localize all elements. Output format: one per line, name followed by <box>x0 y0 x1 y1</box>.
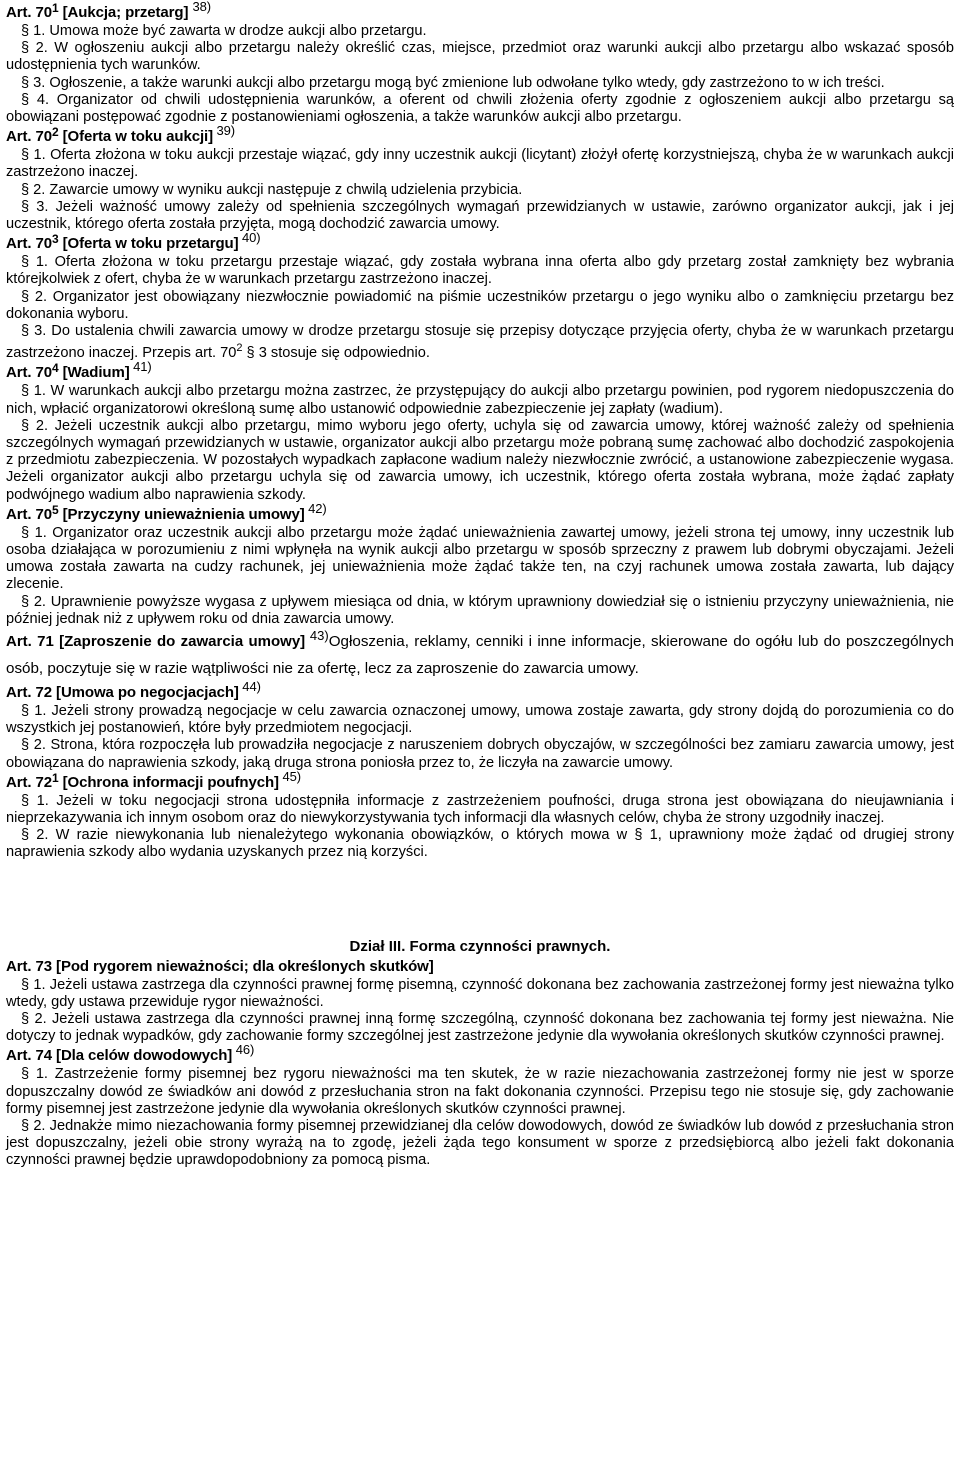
paragraph-text: § 3 stosuje się odpowiednio. <box>242 345 430 362</box>
footnote-ref[interactable]: 39) <box>212 123 235 139</box>
cross-reference-superscript: 2 <box>236 342 243 355</box>
article-heading-72-1 <box>6 768 954 792</box>
footnote-ref[interactable]: 41) <box>129 359 152 375</box>
paragraph: § 2. W razie niewykonania lub nienależytego wykonania obowiązków, o których mowa w § 1, uprawniony może żądać od drugiej strony naprawienia szkody albo wydania uzyskanych przez nią korzyści. <box>6 827 954 861</box>
paragraph: § 2. Jeżeli uczestnik aukcji albo przetargu, mimo wyboru jego oferty, uchyla się od zawarcia umowy, której ważność zależy od spełnienia szczególnych wymagań przewidzianych w ustawie, organizator aukcji albo przetargu może pobraną sumę zachować albo dochodzić zaspokojenia z przedmiotu zabezpieczenia. W pozostałych wypadkach zapłacone wadium należy niezwłocznie zwrócić, a ustanowione zabezpieczenie wygasa. Jeżeli organizator aukcji albo przetargu uchyla się od zawarcia umowy, ich uczestnik, którego oferta została wybrana, może żądać zapłaty podwójnego wadium albo naprawienia szkody. <box>6 417 954 503</box>
paragraph-text: § 3. Do ustalenia chwili zawarcia umowy w drodze przetargu stosuje się przepisy dotyczące przyjęcia oferty, chyba że w warunkach przetargu zastrzeżono inaczej. Przepis art. 70 <box>6 323 954 362</box>
paragraph: § 1. Oferta złożona w toku przetargu przestaje wiązać, gdy została wybrana inna oferta albo gdy przetarg został zamknięty bez wybrania którejkolwiek z ofert, chyba że w warunkach przetargu zastrzeżono inaczej. <box>6 254 954 288</box>
footnote-ref[interactable]: 38) <box>192 0 211 14</box>
article-title: Art. 71 [Zaproszenie do zawarcia umowy] <box>6 632 306 650</box>
article-heading-70-2 <box>6 123 954 146</box>
article-heading-70-3 <box>6 230 954 253</box>
paragraph: § 3. Jeżeli ważność umowy zależy od spełnienia szczególnych wymagań przewidzianych w ustawie, zarówno organizator aukcji, jak i jej uczestnik, którego oferta została przyjęta, mogą dochodzić zawarcia umowy. <box>6 198 954 233</box>
article-number: Art. 70 <box>6 4 52 21</box>
article-heading-70-4 <box>6 359 954 382</box>
paragraph: § 2. W ogłoszeniu aukcji albo przetargu należy określić czas, miejsce, przedmiot oraz warunki aukcji albo przetargu albo wskazać sposób udostępnienia tych warunków. <box>6 40 954 74</box>
paragraph: § 2. Uprawnienie powyższe wygasa z upływem miesiąca od dnia, w którym uprawniony dowiedział się o istnieniu przyczyny unieważnienia, nie później jednak niż z upływem roku od dnia zawarcia umowy. <box>6 593 954 627</box>
article-title: [Ochrona informacji poufnych] <box>58 773 279 791</box>
article-superscript: 4 <box>52 361 59 376</box>
paragraph: § 1. Zastrzeżenie formy pisemnej bez rygoru nieważności ma ten skutek, że w razie niezachowania zastrzeżonej formy nie jest w sporze dopuszczalny dowód ze świadków ani dowód z przesłuchania stron na fakt dokonania czynności. Przepisu tego nie stosuje się, gdy zachowanie formy pisemnej jest zastrzeżone jedynie dla wywołania określonych skutków czynności prawnej. <box>6 1066 954 1117</box>
article-superscript: 2 <box>52 125 59 140</box>
article-heading-72 <box>6 678 954 702</box>
article-superscript: 5 <box>52 502 59 517</box>
footnote-ref[interactable]: 46) <box>232 1042 255 1058</box>
footnote-ref[interactable]: 44) <box>238 678 261 694</box>
section-spacer <box>6 862 954 938</box>
paragraph: § 1. Jeżeli w toku negocjacji strona udostępniła informacje z zastrzeżeniem poufności, druga strona jest obowiązana do nieujawniania i nieprzekazywania ich innym osobom oraz do niewykorzystywania tych informacji dla własnych celów, chyba że strony uzgodniły inaczej. <box>6 792 954 826</box>
paragraph: § 2. Jednakże mimo niezachowania formy pisemnej przewidzianej dla celów dowodowych, dowód ze świadków lub dowód z przesłuchania stron jest dopuszczalny, jeżeli obie strony wyrażą na to zgodę, jeżeli żąda tego konsument w sporze z przedsiębiorcą albo jeżeli fakt dokonania czynności prawnej będzie uprawdopodobniony za pomocą pisma. <box>6 1118 954 1169</box>
footnote-ref[interactable]: 40) <box>238 230 261 246</box>
paragraph: § 4. Organizator od chwili udostępnienia warunków, a oferent od chwili złożenia oferty zgodnie z ogłoszeniem aukcji albo przetargu są obowiązani postępować zgodnie z postanowieniami ogłoszenia, a także warunków aukcji albo przetargu. <box>6 91 954 126</box>
article-title: [Oferta w toku przetargu] <box>58 235 239 253</box>
paragraph: § 2. Organizator jest obowiązany niezwłocznie powiadomić na piśmie uczestników przetargu o jego wyniku albo o zamknięciu przetargu bez dokonania wyboru. <box>6 288 954 322</box>
article-title: [Aukcja; przetarg] <box>58 4 189 21</box>
paragraph: § 1. Umowa może być zawarta w drodze aukcji albo przetargu. <box>21 23 427 39</box>
paragraph: § 2. Zawarcie umowy w wyniku aukcji następuje z chwilą udzielenia przybicia. <box>21 181 523 198</box>
article-number: Art. 70 <box>6 128 52 146</box>
article-text: Ogłoszenia, reklamy, cenniki i inne informacje, skierowane do ogółu lub do poszczególnych osób, poczytuje się w razie wątpliwości nie za ofertę, lecz za zaproszenie do zawarcia umowy. <box>6 632 955 677</box>
article-number: Art. 72 <box>6 773 52 791</box>
article-heading-74 <box>6 1042 954 1065</box>
article-number: Art. 70 <box>6 364 52 382</box>
article-number: Art. 70 <box>6 505 52 523</box>
paragraph: § 1. Jeżeli strony prowadzą negocjacje w celu zawarcia oznaczonej umowy, umowa zostaje zawarta, gdy strony dojdą do porozumienia co do wszystkich jej postanowień, które były przedmiotem negocjacji. <box>6 702 954 737</box>
paragraph: § 1. Organizator oraz uczestnik aukcji albo przetargu może żądać unieważnienia zawartej umowy, jeżeli strona tej umowy, inny uczestnik lub osoba działająca w porozumieniu z nimi wpłynęła na wynik aukcji albo przetargu w sposób sprzeczny z prawem lub dobrymi obyczajami. Jeżeli umowa została zawarta na cudzy rachunek, jej unieważnienia może żądać także ten, na czyj rachunek umowa została zawarta, lub dający zlecenie. <box>6 524 954 593</box>
footnote-ref[interactable]: 45) <box>278 768 301 784</box>
paragraph: § 1. Jeżeli ustawa zastrzega dla czynności prawnej formę pisemną, czynność dokonana bez zachowania zastrzeżonej formy jest nieważna tylko wtedy, gdy ustawa przewiduje rygor nieważności. <box>6 976 954 1010</box>
article-number: Art. 70 <box>6 235 52 253</box>
article-title: Art. 72 [Umowa po negocjacjach] <box>6 683 239 701</box>
paragraph: § 2. Jeżeli ustawa zastrzega dla czynności prawnej inną formę szczególną, czynność dokonana bez zachowania tej formy jest nieważna. Nie dotyczy to jednak wypadków, gdy zachowanie formy szczególnej jest zastrzeżone jedynie dla wywołania określonych skutków czynności prawnej. <box>6 1010 954 1045</box>
paragraph: § 1. Oferta złożona w toku aukcji przestaje wiązać, gdy inny uczestnik aukcji (licytant) złożył ofertę korzystniejszą, chyba że w warunkach aukcji zastrzeżono inaczej. <box>6 147 954 181</box>
article-title: [Oferta w toku aukcji] <box>58 128 213 146</box>
article-superscript: 1 <box>52 770 59 785</box>
article-heading-70-5 <box>6 500 954 524</box>
footnote-ref[interactable]: 42) <box>304 500 327 516</box>
article-title: Art. 74 [Dla celów dowodowych] <box>6 1047 233 1065</box>
footnote-ref[interactable]: 43) <box>305 627 329 643</box>
article-title: [Przyczyny unieważnienia umowy] <box>58 505 305 523</box>
paragraph: § 2. Strona, która rozpoczęła lub prowadziła negocjacje z naruszeniem dobrych obyczajów, w szczególności bez zamiaru zawarcia umowy, jest obowiązana do naprawienia szkody, jaką druga strona poniosła przez to, że liczyła na zawarcie umowy. <box>6 737 954 771</box>
paragraph <box>6 323 954 362</box>
article-heading-73 <box>6 958 954 976</box>
paragraph: § 1. W warunkach aukcji albo przetargu można zastrzec, że przystępujący do aukcji albo przetargu powinien, pod rygorem niedopuszczenia do nich, wpłacić organizatorowi określoną sumę albo ustanowić odpowiednie zabezpieczenie jej zapłaty (wadium). <box>6 383 954 417</box>
section-title: Dział III. Forma czynności prawnych. <box>349 937 611 955</box>
article-title: Art. 73 [Pod rygorem nieważności; dla określonych skutków] <box>6 957 434 975</box>
article-heading-71 <box>6 627 329 650</box>
article-heading-70-1 <box>6 0 954 22</box>
article-superscript: 1 <box>52 1 59 15</box>
paragraph: § 3. Ogłoszenie, a także warunki aukcji albo przetargu mogą być zmienione lub odwołane tylko wtedy, gdy zastrzeżono to w ich treści. <box>21 74 885 91</box>
article-superscript: 3 <box>52 232 59 247</box>
article-71 <box>6 628 954 682</box>
article-title: [Wadium] <box>58 364 130 382</box>
